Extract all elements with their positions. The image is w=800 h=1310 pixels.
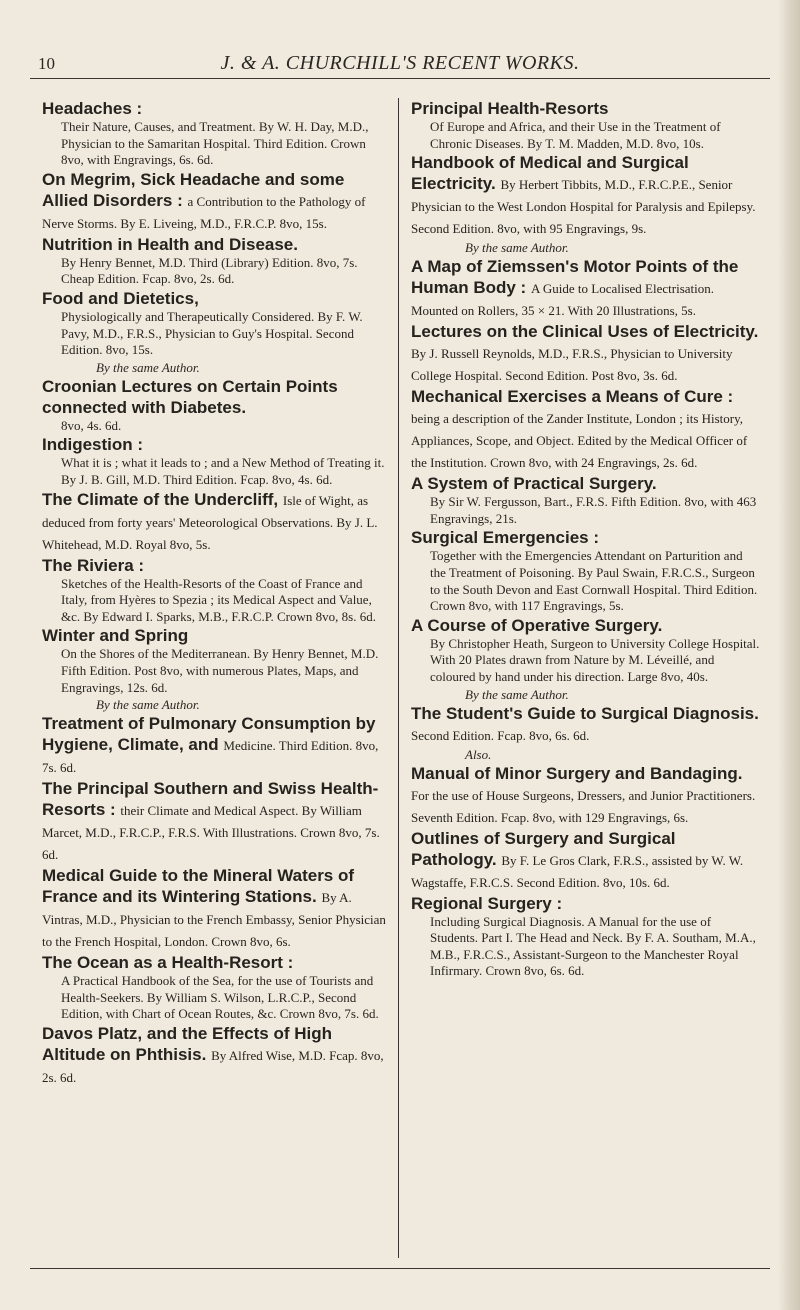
page-number: 10 [38,54,55,73]
entry-title-text: Medical Guide to the Mineral Waters of France and its Wintering Stations. [42,866,355,907]
entry-title-text: Mechanical Exercises a Means of Cure : [411,387,734,407]
catalog-entry [42,98,387,169]
entry-title-text: Outlines of Surgery and Surgical Pathology. [411,828,676,869]
bottom-rule [30,1268,770,1269]
entry-description: What it is ; what it leads to ; and a New Method of Treating it. By J. B. Gill, M.D. Third Edition. Fcap. 8vo, 4s. 6d. [61,455,385,487]
entry-title [42,489,387,555]
page-header [30,52,770,79]
entry-title [42,434,387,455]
entry-title-text: A System of Practical Surgery. [411,474,657,494]
entry-description: being a description of the Zander Institute, London ; its History, Appliances, Scope, and Object. Edited by the Medical Officer of the Institution. Crown 8vo, with 24 Engravings, 2s. 6d. [411,411,748,471]
entry-title-text: Principal Health-Resorts [411,99,609,118]
entry-author-note: By the same Author. [96,697,200,713]
running-title: J. & A. CHURCHILL'S RECENT WORKS. [220,52,580,74]
entry-title [411,256,761,321]
entry-description: Including Surgical Diagnosis. A Manual for the use of Students. Part I. The Head and Neck. By F. A. Southam, M.A., M.B., F.R.C.S., Assistant-Surgeon to the Manchester Royal Infirmary. Crown 8vo, 6s. 6d. [430,913,756,979]
catalog-entry [42,376,387,435]
catalog-entry [42,1023,387,1088]
entry-title [42,288,387,309]
entry-title-text: Nutrition in Health and Disease. [42,234,298,254]
catalog-entry [42,169,387,234]
entry-description: By Sir W. Fergusson, Bart., F.R.S. Fifth Edition. 8vo, with 463 Engravings, 21s. [430,494,757,526]
entry-title-text: Lectures on the Clinical Uses of Electricity. [411,322,759,342]
catalog-entry [42,952,387,1023]
entry-title [411,386,761,473]
catalog-entry [411,321,761,386]
catalog-entry [42,865,387,952]
entry-title [42,778,387,865]
entry-title-text: The Student's Guide to Surgical Diagnosis. [411,703,759,723]
entry-title [42,952,387,973]
catalog-entry [411,256,761,321]
entry-description: A Guide to Localised Electrisation. Mounted on Rollers, 35 × 21. With 20 Illustrations, 5s. [411,281,715,319]
catalog-entry [411,703,761,763]
entry-description: A Practical Handbook of the Sea, for the use of Tourists and Health-Seekers. By William S. Wilson, L.R.C.P., Second Edition, with Chart of Ocean Routes, &c. Crown 8vo, 7s. 6d. [61,973,379,1022]
entry-title-text: Food and Dietetics, [42,288,199,308]
entry-title-text: The Ocean as a Health-Resort : [42,953,294,973]
entry-title-text: Croonian Lectures on Certain Points connected with Diabetes. [42,376,338,417]
entry-title-text: Treatment of Pulmonary Consumption by Hygiene, Climate, and [42,714,376,755]
entry-title-text: Surgical Emergencies : [411,528,600,548]
entry-description: Isle of Wight, as deduced from forty years' Meteorological Observations. By J. L. Whitehead, M.D. Royal 8vo, 5s. [42,492,378,552]
entry-description: For the use of House Surgeons, Dressers, and Junior Practitioners. Seventh Edition. Fcap. 8vo, with 129 Engravings, 6s. [411,787,756,825]
catalog-entry [411,893,761,980]
entry-title-text: Winter and Spring [42,626,189,646]
catalog-entry [42,713,387,778]
entry-title [411,473,761,494]
entry-title-text: Headaches : [42,99,143,118]
left-column [42,98,387,1088]
entry-title [411,763,761,828]
catalog-entry [42,489,387,555]
entry-description: By Alfred Wise, M.D. Fcap. 8vo, 2s. 6d. [42,1047,384,1085]
entry-author-note: By the same Author. [96,359,200,375]
catalog-entry [411,828,761,893]
entry-title [42,1023,387,1088]
entry-title-text: The Riviera : [42,555,145,575]
entry-title [411,615,761,636]
entry-title-text: Manual of Minor Surgery and Bandaging. [411,763,743,783]
catalog-entry [411,152,761,256]
entry-description: By A. Vintras, M.D., Physician to the French Embassy, Senior Physician to the French Hospital, London. Crown 8vo, 6s. [42,890,386,950]
catalog-entry [411,473,761,527]
entry-description: Together with the Emergencies Attendant on Parturition and the Treatment of Poisoning. By Paul Swain, F.R.C.S., Surgeon to the South Devon and East Cornwall Hospital. Third Edition. Crown 8vo, with 117 Engravings, 5s. [430,548,758,614]
entry-title [42,169,387,234]
entry-title [42,234,387,255]
entry-title [42,713,387,778]
catalog-entry [42,434,387,488]
entry-description: By F. Le Gros Clark, F.R.S., assisted by W. W. Wagstaffe, F.R.C.S. Second Edition. 8vo, 10s. 6d. [411,852,744,890]
entry-description: Medicine. Third Edition. 8vo, 7s. 6d. [42,738,379,776]
right-column [411,98,761,980]
entry-title-text: The Principal Southern and Swiss Health-Resorts : [42,779,379,820]
entry-title-text: The Climate of the Undercliff, [42,489,279,509]
entry-title [411,321,761,386]
entry-author-note: Also. [465,746,492,762]
entry-title-text: Indigestion : [42,435,144,455]
entry-title [42,865,387,952]
catalog-entry [42,234,387,288]
entry-description: Second Edition. Fcap. 8vo, 6s. 6d. [411,727,590,743]
entry-title [411,703,761,746]
entry-description: a Contribution to the Pathology of Nerve Storms. By E. Liveing, M.D., F.R.C.P. 8vo, 15s. [42,193,366,231]
catalog-entry [42,555,387,626]
entry-title [411,527,761,548]
entry-author-note: By the same Author. [465,686,569,702]
entry-title-text: Handbook of Medical and Surgical Electricity. [411,153,689,194]
entry-title-text: A Course of Operative Surgery. [411,615,663,635]
catalog-entry [411,763,761,828]
entry-description: Their Nature, Causes, and Treatment. By W. H. Day, M.D., Physician to the Samaritan Hospital. Third Edition. Crown 8vo, with Engravings, 6s. 6d. [61,119,369,168]
catalog-entry [411,386,761,473]
entry-description: Of Europe and Africa, and their Use in the Treatment of Chronic Diseases. By T. M. Madden, M.D. 8vo, 10s. [430,119,721,151]
entry-title-text: Davos Platz, and the Effects of High Altitude on Phthisis. [42,1023,332,1064]
page-edge-shadow [778,0,800,1310]
entry-description: Sketches of the Health-Resorts of the Coast of France and Italy, from Hyères to Spezia ; its Medical Aspect and Value, &c. By Edward I. Sparks, M.B., F.R.C.P. Crown 8vo, 8s. 6d. [61,575,376,624]
entry-title [42,555,387,576]
entry-title [411,893,761,914]
entry-title-text: On Megrim, Sick Headache and some Allied Disorders : [42,169,345,210]
catalog-entry [411,527,761,614]
entry-description: By Christopher Heath, Surgeon to University College Hospital. With 20 Plates drawn from Nature by M. Léveillé, and coloured by hand under his direction. Large 8vo, 40s. [430,635,760,684]
catalog-entry [411,615,761,703]
entry-title-text: A Map of Ziemssen's Motor Points of the Human Body : [411,257,739,298]
entry-title-text: Regional Surgery : [411,893,563,913]
entry-description: Physiologically and Therapeutically Considered. By F. W. Pavy, M.D., F.R.S., Physician to Guy's Hospital. Second Edition. 8vo, 15s. [61,308,363,358]
catalog-entry [42,778,387,865]
catalog-entry [42,625,387,713]
entry-description: On the Shores of the Mediterranean. By Henry Bennet, M.D. Fifth Edition. Post 8vo, with numerous Plates, Maps, and Engravings, 12s. 6d. [61,646,379,695]
entry-description: 8vo, 4s. 6d. [61,417,122,433]
catalog-entry [42,288,387,376]
column-divider [398,98,399,1258]
entry-title [411,828,761,893]
entry-description: By Henry Bennet, M.D. Third (Library) Edition. 8vo, 7s. Cheap Edition. Fcap. 8vo, 2s. 6d. [61,254,358,287]
entry-title [42,376,387,418]
entry-author-note: By the same Author. [465,240,569,256]
entry-title [411,98,761,119]
entry-title [42,625,387,646]
entry-description: their Climate and Medical Aspect. By William Marcet, M.D., F.R.C.P., F.R.S. With Illustrations. Crown 8vo, 7s. 6d. [42,803,380,863]
entry-description: By J. Russell Reynolds, M.D., F.R.S., Physician to University College Hospital. Second Edition. Post 8vo, 3s. 6d. [411,346,733,384]
catalog-entry [411,98,761,152]
entry-title [42,98,387,119]
entry-title [411,152,761,239]
entry-description: By Herbert Tibbits, M.D., F.R.C.P.E., Senior Physician to the West London Hospital for Paralysis and Epilepsy. Second Edition. 8vo, with 95 Engravings, 9s. [411,177,756,237]
